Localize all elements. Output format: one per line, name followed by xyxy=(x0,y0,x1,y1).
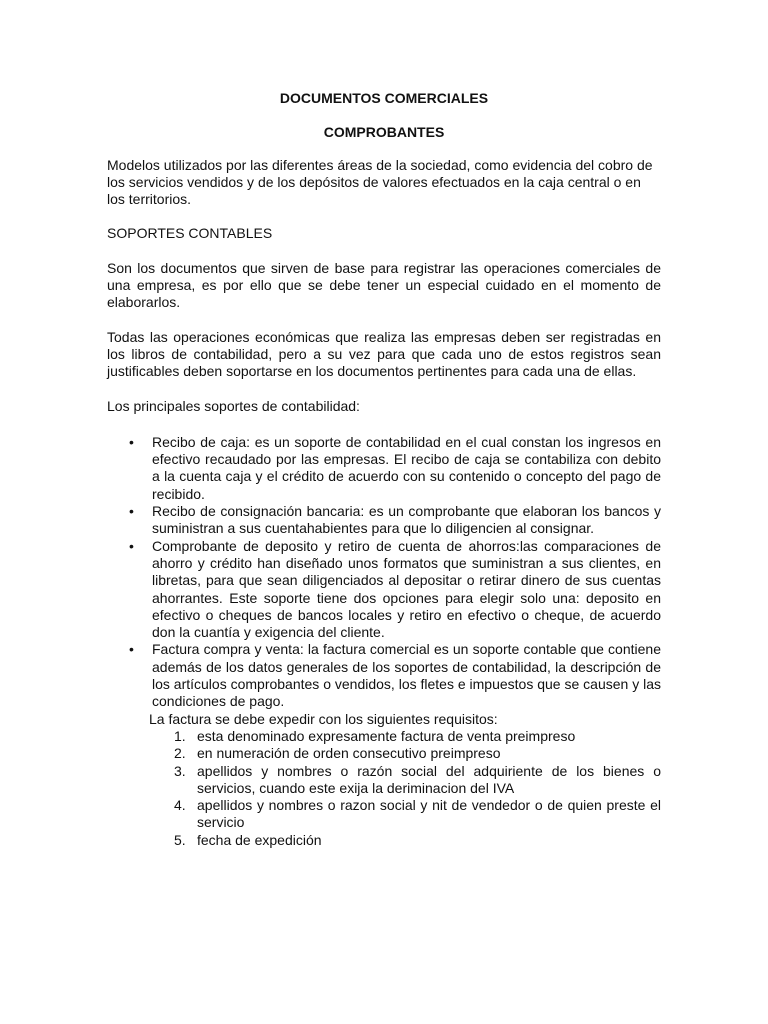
supports-list xyxy=(107,434,661,711)
list-item xyxy=(107,538,661,642)
requirements-list xyxy=(107,728,661,849)
requirement-item xyxy=(107,763,661,798)
list-item-text: Recibo de consignación bancaria: es un comprobante que elaboran los bancos y suministran a sus cuentahabientes para que lo diligencien al consignar. xyxy=(152,503,661,537)
list-intro: Los principales soportes de contabilidad: xyxy=(107,397,360,414)
list-item-text: Factura compra y venta: la factura comercial es un soporte contable que contiene además de los datos generales de los soportes de contabilidad, la descripción de los artículos comprobantes o vendidos, los fletes e impuestos que se causen y las condiciones de pago. xyxy=(152,641,661,710)
requirement-text: apellidos y nombres o razón social del adquiriente de los bienes o servicios, cuando este exija la deriminacion del IVA xyxy=(197,762,661,796)
requirement-number: 1. xyxy=(174,727,186,744)
list-item-text: Comprobante de deposito y retiro de cuenta de ahorros:las comparaciones de ahorro y crédito han diseñado unos formatos que suministran a sus clientes, en libretas, para que sean diligenciados al depositar o retirar dinero de sus cuentas ahorrantes. Este soporte tiene dos opciones para elegir solo una: deposito en efectivo o cheques de bancos locales y retiro en efectivo o cheque, de acuerdo don la cuantía y exigencia del cliente. xyxy=(152,537,661,641)
section-heading: SOPORTES CONTABLES xyxy=(107,225,273,242)
bullet-icon: • xyxy=(129,537,134,554)
requirement-text: apellidos y nombres o razon social y nit de vendedor o de quien preste el servicio xyxy=(197,797,661,831)
requirement-item xyxy=(107,832,661,849)
document-title: DOCUMENTOS COMERCIALES xyxy=(279,90,489,106)
requirement-item xyxy=(107,728,661,745)
list-item-text: Recibo de caja: es un soporte de contabilidad en el cual constan los ingresos en efectivo recaudado por las empresas. El recibo de caja se contabiliza con debito a la cuenta caja y el crédito de acuerdo con su contenido o concepto del pago de recibido. xyxy=(152,433,661,502)
list-item xyxy=(107,434,661,503)
list-item xyxy=(107,503,661,538)
requirement-text: fecha de expedición xyxy=(197,831,322,848)
paragraph-documents: Son los documentos que sirven de base para registrar las operaciones comerciales de una empresa, es por ello que se debe tener un especial cuidado en el momento de elaborarlos. xyxy=(107,259,661,311)
factura-requirements-intro: La factura se debe expedir con los siguientes requisitos: xyxy=(149,710,498,727)
bullet-icon: • xyxy=(129,433,134,450)
requirement-number: 5. xyxy=(174,831,186,848)
document-page xyxy=(107,90,661,849)
list-item xyxy=(107,641,661,710)
paragraph-operations: Todas las operaciones económicas que realiza las empresas deben ser registradas en los libros de contabilidad, pero a su vez para que cada uno de estos registros sean justificables deben soportarse en los documentos pertinentes para cada una de ellas. xyxy=(107,328,661,380)
requirement-number: 3. xyxy=(174,762,186,779)
requirement-text: en numeración de orden consecutivo preimpreso xyxy=(197,745,501,762)
requirement-text: esta denominado expresamente factura de venta preimpreso xyxy=(197,727,576,744)
intro-paragraph: Modelos utilizados por las diferentes áreas de la sociedad, como evidencia del cobro de los servicios vendidos y de los depósitos de valores efectuados en la caja central o en los territorios. xyxy=(107,156,653,208)
bullet-icon: • xyxy=(129,641,134,658)
requirement-item xyxy=(107,797,661,832)
bullet-icon: • xyxy=(129,503,134,520)
requirement-item xyxy=(107,745,661,762)
document-subtitle: COMPROBANTES xyxy=(323,124,445,141)
requirement-number: 4. xyxy=(174,797,186,814)
requirement-number: 2. xyxy=(174,745,186,762)
